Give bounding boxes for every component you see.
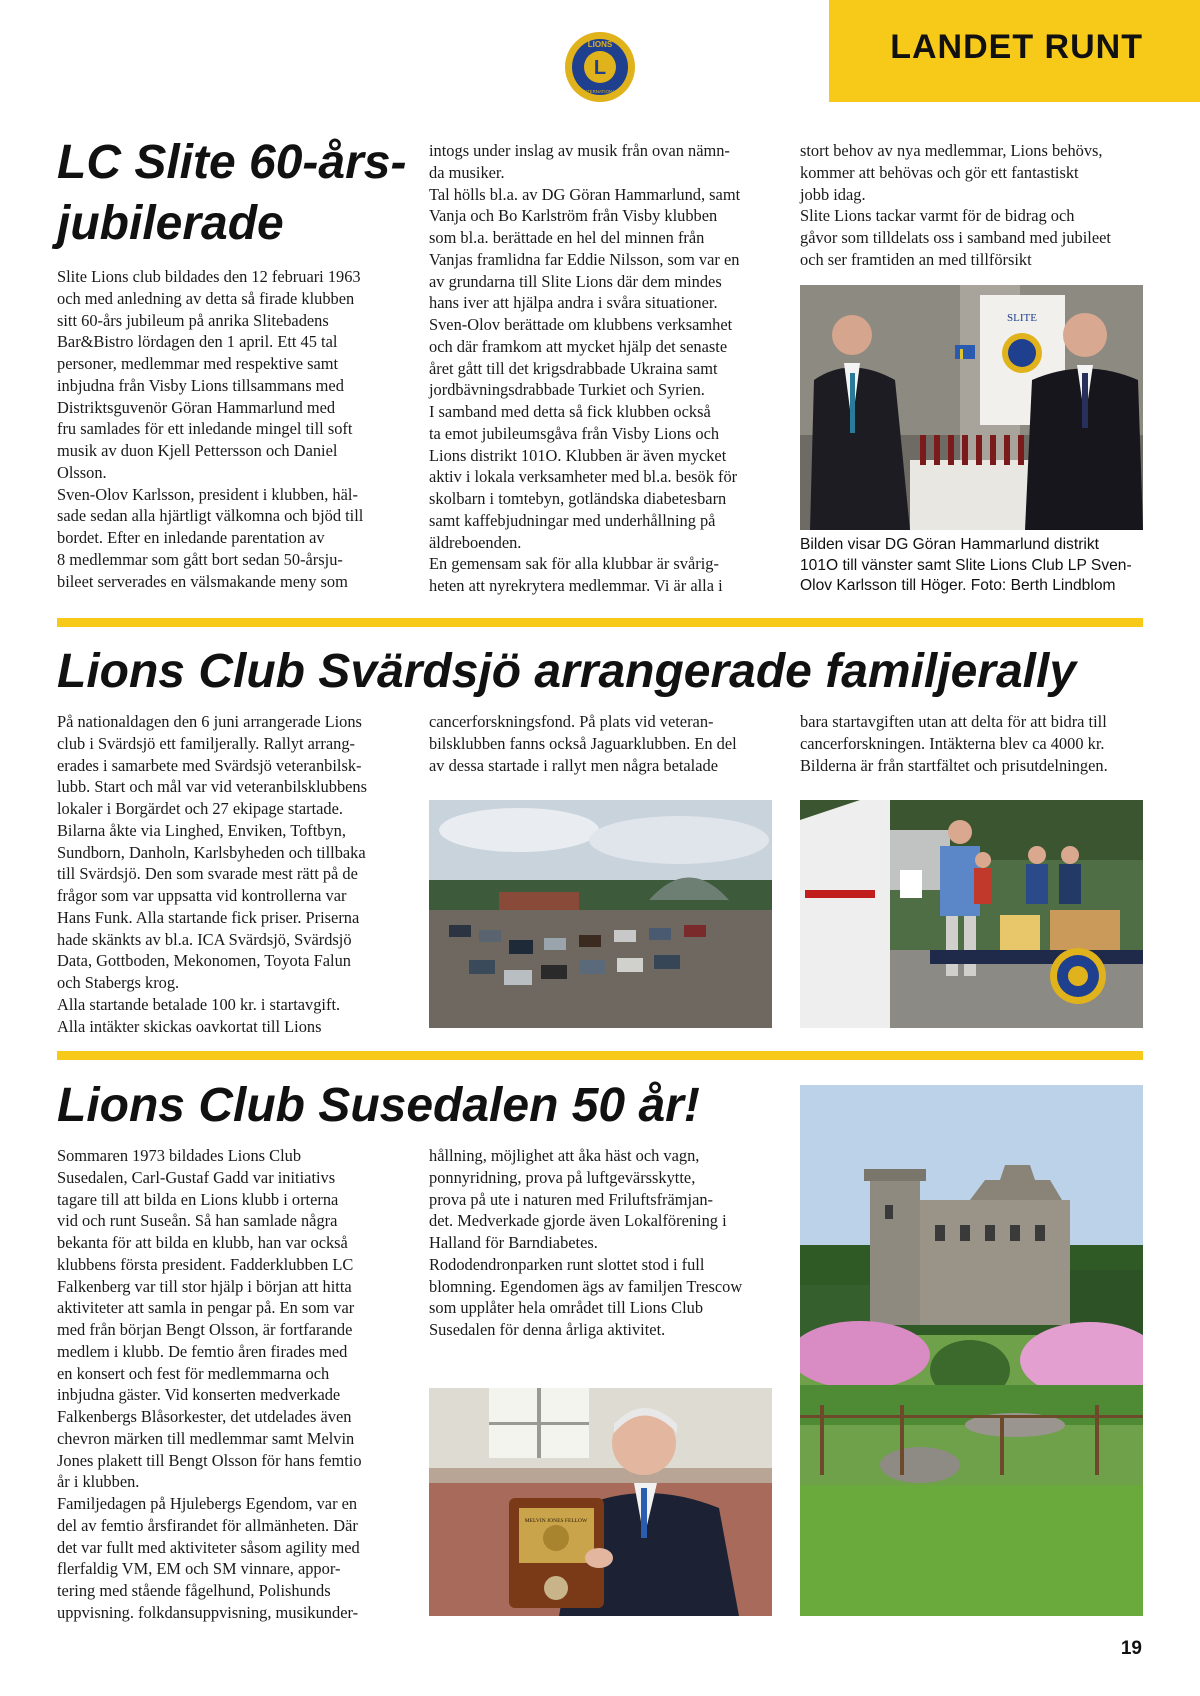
article2-col1-line: och Stabergs krog. [57, 973, 180, 992]
article1-col2-line: och där framkom att mycket hjälp det senaste [429, 336, 728, 356]
article1-column-1 [57, 266, 412, 592]
article1-photo-caption [800, 535, 1150, 597]
article1-column-2 [429, 140, 784, 597]
article2-col1-line: Sundborn, Danholn, Karlsbyheden och tillbaka [57, 842, 366, 862]
article2-col1-line: club i Svärdsjö ett familjerally. Rallyt arrang- [57, 733, 355, 753]
article1-col2-line: äldreboenden. [429, 532, 522, 552]
article2-title: Lions Club Svärdsjö arrangerade familjerally [57, 645, 1077, 698]
article1-col1-line: fru samlades för ett inledande mingel till soft [57, 419, 353, 439]
article1-caption-line: Olov Karlsson till Höger. Foto: Berth Lindblom [800, 577, 1116, 594]
plaque-text: MELVIN JONES FELLOW [524, 1518, 588, 1524]
article2-col1-line: hade skänkts av bl.a. ICA Svärdsjö, Svärdsjö [57, 929, 352, 949]
article1-col2-line: ta emot jubileumsgåva från Visby Lions och [429, 423, 720, 443]
article2-col1-line: Alla intäkter skickas oavkortat till Lions [57, 1016, 322, 1036]
article2-col3-line: bara startavgiften utan att delta för att bidra till [800, 712, 1107, 731]
article3-col1-line: år i klubben. [57, 1472, 140, 1492]
article2-col1-line: lubb. Start och mål var vid veteranbilsklubbens [57, 777, 367, 797]
article3-col2-line: det. Medverkade gjorde även Lokalförening i [429, 1211, 727, 1231]
article1-title-line1: LC Slite 60-års- [57, 136, 407, 189]
article1-col2-line: intogs under inslag av musik från ovan nämn- [429, 141, 730, 160]
article1-col2-line: Vanjas framlidna far Eddie Nilsson, som var en [429, 249, 740, 269]
article1-col2-line: Lions distrikt 101O. Klubben är även mycket [429, 445, 727, 465]
article2-column-1 [57, 711, 412, 1037]
article2-photo-rally-start [429, 800, 772, 1028]
article3-col1-line: vid och runt Suseån. Så han samlade några [57, 1211, 338, 1231]
article1-col2-line: heten att nyrekrytera medlemmar. Vi är alla i [429, 576, 723, 595]
article3-col2-line: hållning, möjlighet att åka häst och vagn, [429, 1146, 700, 1165]
article1-col1-line: sitt 60-års jubileum på anrika Slitebadens [57, 310, 329, 330]
article1-col2-line: Sven-Olov berättade om klubbens verksamhet [429, 315, 733, 334]
article1-col2-line: Tal hölls bl.a. av DG Göran Hammarlund, samt [429, 184, 741, 204]
article3-col1-line: medlem i klubb. De femtio åren firades med [57, 1341, 348, 1361]
article1-col1-line: inbjudna från Visby Lions tillsammans med [57, 375, 344, 395]
article3-col1-line: Falkenbergs Blåsorkester, det utdelades även [57, 1407, 352, 1426]
article2-photo-prize-ceremony [800, 800, 1143, 1028]
article1-col1-line: musik av duon Kjell Pettersson och Daniel [57, 441, 338, 460]
article2-col2-line: bilsklubben fanns också Jaguarklubben. En del [429, 733, 737, 753]
article1-col3-line: och ser framtiden an med tillförsikt [800, 249, 1032, 269]
article2-column-3 [800, 711, 1150, 776]
article2-col2-line: av dessa startade i rallyt men några betalade [429, 755, 718, 775]
article3-col1-line: Jones plakett till Bengt Olsson för hans femtio [57, 1450, 362, 1470]
article1-col1-line: och med anledning av detta så firade klubben [57, 288, 355, 308]
article1-caption-line: 101O till vänster samt Slite Lions Club LP Sven- [800, 556, 1132, 574]
article1-title-line2: jubilerade [57, 197, 284, 250]
article1-col2-line: av grundarna till Slite Lions där dem mindes [429, 271, 722, 291]
article3-col1-line: Falkenberg var till stor hjälp i början att hitta [57, 1276, 352, 1296]
article1-col2-line: som bl.a. berättade en hel del minnen från [429, 228, 705, 247]
article3-col2-line: prova på ute i naturen med Friluftsfrämjan- [429, 1189, 714, 1209]
article1-col2-line: da musiker. [429, 162, 505, 182]
emblem-bottom-text: INTERNATIONAL [582, 89, 618, 94]
article2-col1-line: På nationaldagen den 6 juni arrangerade Lions [57, 712, 362, 731]
article3-col2-line: som upplåter hela området till Lions Club [429, 1298, 704, 1318]
article1-col2-line: En gemensam sak för alla klubbar är svårig- [429, 554, 719, 574]
emblem-center-letter: L [593, 57, 607, 79]
yellow-divider-2 [57, 1051, 1143, 1060]
article1-col2-line: jordbävningsdrabbade Turkiet och Syrien. [429, 380, 705, 400]
article1-col1-line: Sven-Olov Karlsson, president i klubben, häl- [57, 484, 358, 504]
article1-col2-line: aktiv i lokala verksamheter med bl.a. besök för [429, 467, 738, 487]
article1-col1-line: Olsson. [57, 462, 107, 482]
article1-caption-line: Bilden visar DG Göran Hammarlund distrikt [800, 536, 1099, 553]
article2-col1-line: Bilarna åkte via Linghed, Enviken, Toftbyn, [57, 820, 346, 840]
article1-col3-line: Slite Lions tackar varmt för de bidrag och [800, 206, 1075, 226]
article1-title [57, 132, 427, 254]
article3-col1-line: aktiviteter att samla in pengar på. En som var [57, 1298, 355, 1318]
article1-col2-line: I samband med detta så fick klubben också [429, 402, 711, 421]
article2-col1-line: till Svärdsjö. Den som svarade mest rätt på de [57, 864, 358, 884]
article1-col2-line: hans iver att hjälpa andra i svåra situationer. [429, 293, 718, 313]
article2-col1-line: frågor som var uppsatta vid kontrollerna var [57, 886, 347, 905]
article1-col1-line: Distriktsguvenör Göran Hammarlund med [57, 397, 336, 417]
article2-col1-line: Alla startande betalade 100 kr. i startavgift. [57, 994, 341, 1014]
article3-col2-line: blomning. Egendomen ägs av familjen Trescow [429, 1276, 743, 1296]
article1-col2-line: skolbarn i tomtebyn, gotländska diabetesbarn [429, 489, 727, 508]
article2-column-2 [429, 711, 784, 776]
article3-photo-castle-park [800, 1085, 1143, 1616]
article3-col1-line: bekanta för att bilda en klubb, han var också [57, 1233, 348, 1252]
article1-col1-line: sade sedan alla hjärtligt välkomna och bjöd till [57, 506, 364, 526]
article1-col1-line: 8 medlemmar som gått bort sedan 50-årsju- [57, 549, 343, 569]
article2-col1-line: lokaler i Borgärdet och 27 ekipage startade. [57, 799, 343, 818]
article2-col1-line: Data, Gottboden, Mekonomen, Toyota Falun [57, 951, 351, 971]
article3-title: Lions Club Susedalen 50 år! [57, 1079, 700, 1132]
article3-col1-line: en konsert och fest för medlemmarna och [57, 1363, 330, 1383]
article3-col1-line: inbjudna gäster. Vid konserten medverkade [57, 1385, 341, 1405]
article1-col1-line: bileet serverades en välsmakande meny som [57, 571, 348, 591]
article1-col3-line: stort behov av nya medlemmar, Lions behövs, [800, 141, 1103, 160]
page-number: 19 [1120, 1638, 1142, 1659]
article3-column-1 [57, 1145, 412, 1624]
yellow-divider-1 [57, 618, 1143, 627]
slite-banner-text: SLITE [1007, 312, 1037, 324]
article1-photo-two-men [800, 285, 1143, 530]
article3-col2-line: Susedalen för denna årliga aktivitet. [429, 1320, 666, 1339]
article3-col1-line: chevron märken till medlemmar samt Melvin [57, 1428, 355, 1448]
section-label: LANDET RUNT [890, 28, 1143, 66]
article1-column-3 [800, 140, 1150, 271]
article2-col3-line: cancerforskningen. Intäkterna blev ca 4000 kr. [800, 733, 1105, 753]
article1-col3-line: kommer att behövas och gör ett fantastiskt [800, 162, 1079, 182]
article3-photo-plaque [429, 1388, 772, 1616]
article2-col2-line: cancerforskningsfond. På plats vid veteran- [429, 712, 714, 731]
emblem-top-text: LIONS [587, 40, 613, 49]
article3-col1-line: det var fullt med aktiviteter såsom agility med [57, 1537, 360, 1557]
article3-col1-line: med från början Bengt Olsson, är fortfarande [57, 1320, 353, 1339]
article1-col2-line: samt kaffebjudningar med underhållning på [429, 510, 716, 530]
lions-international-emblem-icon [563, 30, 637, 104]
article3-col1-line: del av femtio årsfirandet för allmänheten. Där [57, 1515, 358, 1535]
article1-col1-line: bordet. Efter en inledande parentation av [57, 528, 325, 547]
article3-col1-line: tagare till att bilda en Lions klubb i orterna [57, 1189, 339, 1209]
article3-col2-line: ponnyridning, prova på luftgevärsskytte, [429, 1167, 696, 1187]
article3-col2-line: Rododendronparken runt slottet stod i full [429, 1254, 705, 1274]
section-tab [829, 0, 1200, 102]
article3-col1-line: klubbens första president. Fadderklubben LC [57, 1254, 354, 1274]
article2-col3-line: Bilderna är från startfältet och prisutdelningen. [800, 755, 1108, 775]
article3-col1-line: Sommaren 1973 bildades Lions Club [57, 1146, 302, 1165]
article2-col1-line: erades i samarbete med Svärdsjö veteranbilsk- [57, 755, 362, 775]
article3-col1-line: Familjedagen på Hjulebergs Egendom, var en [57, 1494, 358, 1513]
article1-col1-line: Bar&Bistro lördagen den 1 april. Ett 45 tal [57, 332, 338, 352]
article3-col1-line: flerfaldig VM, EM och SM vinnare, appor- [57, 1559, 341, 1579]
article3-col1-line: uppvisning. folkdansuppvisning, musikunder- [57, 1602, 359, 1622]
article1-col2-line: Vanja och Bo Karlström från Visby klubben [429, 206, 718, 226]
article3-col1-line: Susedalen, Carl-Gustaf Gadd var initiativs [57, 1167, 336, 1187]
article3-column-2 [429, 1145, 784, 1341]
article1-col3-line: gåvor som tilldelats oss i samband med jubileet [800, 228, 1111, 247]
article1-col2-line: året gått till det krigsdrabbade Ukraina samt [429, 358, 718, 378]
article3-col1-line: tering med stående fågelhund, Polishunds [57, 1581, 331, 1600]
article1-col3-line: jobb idag. [800, 184, 866, 204]
article3-col2-line: Halland för Barndiabetes. [429, 1233, 598, 1252]
article2-col1-line: Hans Funk. Alla startande fick priser. Priserna [57, 907, 360, 927]
article1-col1-line: Slite Lions club bildades den 12 februari 1963 [57, 267, 361, 286]
article1-col1-line: personer, medlemmar med respektive samt [57, 354, 339, 373]
